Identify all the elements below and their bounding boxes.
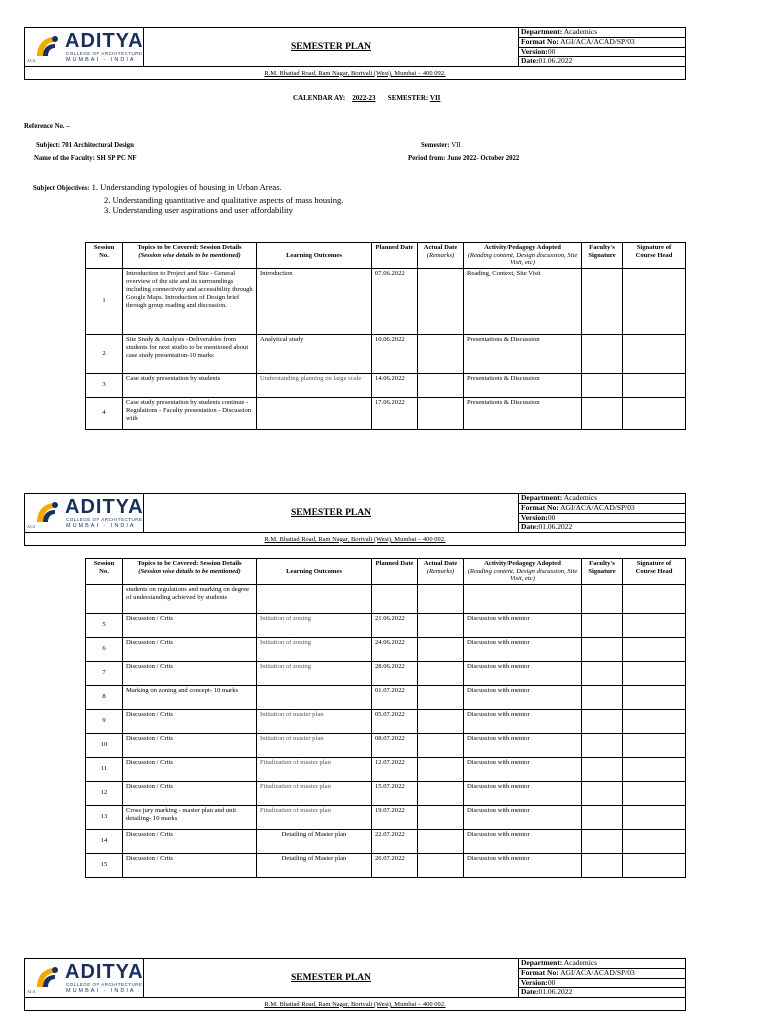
logo-name: ADITYA <box>65 961 144 983</box>
faculty-signature-cell <box>582 757 623 781</box>
subject-objectives: Subject Objectives: 1. Understanding typologies of housing in Urban Areas. 2. Understanding quantitative and qualitative aspects of mass housing. 3. Understanding user aspirations and user affordability <box>33 182 344 215</box>
format-cell: Format No: AGI/ACA/ACAD/SP/03 <box>519 503 686 513</box>
actual-date <box>418 781 464 805</box>
actual-date <box>418 757 464 781</box>
session-no: 7 <box>86 661 123 685</box>
actual-date <box>418 805 464 829</box>
table-row <box>86 757 686 781</box>
session-no: 14 <box>86 829 123 853</box>
activity-cell: Discussion with mentor <box>464 829 582 853</box>
table-row <box>86 733 686 757</box>
session-no: 15 <box>86 853 123 877</box>
head-signature-cell <box>623 637 686 661</box>
outcome-cell: Initiation of master plan <box>257 733 372 757</box>
col-head-signature: Signature of Course Head <box>623 243 686 269</box>
logo-city: MUMBAI - INDIA <box>66 523 136 529</box>
activity-cell: Discussion with mentor <box>464 757 582 781</box>
topic-cell: Discussion / Crits <box>123 661 257 685</box>
semester-plan-table-2 <box>85 558 685 878</box>
head-signature-cell <box>623 685 686 709</box>
subject-line: Subject: 701 Architectural Design <box>36 142 134 149</box>
activity-cell: Discussion with mentor <box>464 781 582 805</box>
head-signature-cell <box>623 853 686 877</box>
table-row <box>86 637 686 661</box>
activity-cell: Reading, Context, Site Visit <box>464 268 582 334</box>
logo-subtitle: COLLEGE OF ARCHITECTURE <box>66 51 143 56</box>
table-row <box>86 334 686 373</box>
session-no: 6 <box>86 637 123 661</box>
table-row <box>86 781 686 805</box>
table-row <box>86 685 686 709</box>
page-header <box>24 493 686 546</box>
aditya-logo-icon <box>33 498 61 526</box>
logo-name: ADITYA <box>65 496 144 518</box>
col-outcomes: Learning Outcomes <box>257 559 372 585</box>
planned-date: 28.06.2022 <box>372 661 418 685</box>
outcome-cell: Introduction <box>257 268 372 334</box>
planned-date: 26.07.2022 <box>372 853 418 877</box>
planned-date: 12.07.2022 <box>372 757 418 781</box>
head-signature-cell <box>623 829 686 853</box>
session-no: 12 <box>86 781 123 805</box>
actual-date <box>418 661 464 685</box>
head-signature-cell <box>623 805 686 829</box>
outcome-cell: Understanding planning on large scale <box>257 373 372 397</box>
col-session: Session No. <box>86 559 123 585</box>
faculty-signature-cell <box>582 805 623 829</box>
actual-date <box>418 853 464 877</box>
activity-cell <box>464 584 582 613</box>
page-header <box>24 27 686 80</box>
faculty-signature-cell <box>582 373 623 397</box>
page-title: SEMESTER PLAN <box>144 494 519 533</box>
department-cell: Department: Academics <box>519 28 686 38</box>
head-signature-cell <box>623 373 686 397</box>
topic-cell: Discussion / Crits <box>123 829 257 853</box>
address: R.M. Bhattad Road, Ram Nagar, Borivali (West), Mumbai – 400 092. <box>25 998 686 1011</box>
page-title: SEMESTER PLAN <box>144 28 519 67</box>
topic-cell: Discussion / Crits <box>123 637 257 661</box>
outcome-cell: Initiation of master plan <box>257 709 372 733</box>
planned-date: 01.07.2022 <box>372 685 418 709</box>
faculty-signature-cell <box>582 853 623 877</box>
college-logo <box>25 959 144 998</box>
session-no <box>86 584 123 613</box>
session-no: 11 <box>86 757 123 781</box>
actual-date <box>418 373 464 397</box>
version-cell: Version:00 <box>519 47 686 57</box>
topic-cell: Discussion / Crits <box>123 757 257 781</box>
outcome-cell: Finalization of master plan <box>257 805 372 829</box>
college-logo <box>25 494 144 533</box>
calendar-line: CALENDAR AY: 2022-23 SEMESTER: VII <box>293 94 441 102</box>
actual-date <box>418 584 464 613</box>
activity-cell: Discussion with mentor <box>464 661 582 685</box>
col-session: Session No. <box>86 243 123 269</box>
head-signature-cell <box>623 613 686 637</box>
table-row <box>86 268 686 334</box>
session-no: 3 <box>86 373 123 397</box>
outcome-cell: Detailing of Master plan <box>257 853 372 877</box>
session-no: 9 <box>86 709 123 733</box>
activity-cell: Discussion with mentor <box>464 637 582 661</box>
faculty-signature-cell <box>582 397 623 429</box>
head-signature-cell <box>623 397 686 429</box>
planned-date: 19.07.2022 <box>372 805 418 829</box>
faculty-signature-cell <box>582 709 623 733</box>
outcome-cell: Initiation of zoning <box>257 661 372 685</box>
version-cell: Version:00 <box>519 978 686 988</box>
planned-date: 24.06.2022 <box>372 637 418 661</box>
faculty-signature-cell <box>582 733 623 757</box>
format-cell: Format No: AGI/ACA/ACAD/SP/03 <box>519 968 686 978</box>
outcome-cell <box>257 584 372 613</box>
col-actual: Actual Date (Remarks) <box>418 559 464 585</box>
date-cell: Date:01.06.2022 <box>519 57 686 67</box>
table-row <box>86 661 686 685</box>
topic-cell: Case study presentation by students continue - Regulations - Faculty presentation - Discussion with <box>123 397 257 429</box>
actual-date <box>418 685 464 709</box>
col-activity: Activity/Pedagogy Adopted (Reading content, Design discussion, Site Visit, etc) <box>464 559 582 585</box>
topic-cell: Discussion / Crits <box>123 733 257 757</box>
table-row <box>86 397 686 429</box>
actual-date <box>418 397 464 429</box>
session-no: 13 <box>86 805 123 829</box>
actual-date <box>418 637 464 661</box>
topic-cell: Discussion / Crits <box>123 613 257 637</box>
activity-cell: Discussion with mentor <box>464 733 582 757</box>
logo-aca: ACA <box>27 58 36 63</box>
semester-field: Semester: VII <box>421 142 461 149</box>
faculty-signature-cell <box>582 685 623 709</box>
outcome-cell: Initiation of zoning <box>257 613 372 637</box>
aditya-logo-icon <box>33 963 61 991</box>
activity-cell: Presentations & Discussion <box>464 334 582 373</box>
faculty-signature-cell <box>582 829 623 853</box>
col-actual: Actual Date (Remarks) <box>418 243 464 269</box>
version-cell: Version:00 <box>519 513 686 523</box>
logo-city: MUMBAI - INDIA <box>66 57 136 63</box>
head-signature-cell <box>623 733 686 757</box>
outcome-cell: Analytical study <box>257 334 372 373</box>
department-cell: Department: Academics <box>519 959 686 969</box>
actual-date <box>418 268 464 334</box>
head-signature-cell <box>623 757 686 781</box>
topic-cell: Discussion / Crits <box>123 781 257 805</box>
session-no: 1 <box>86 268 123 334</box>
semester-plan-table-1 <box>85 242 685 430</box>
logo-aca: ACA <box>27 989 36 994</box>
head-signature-cell <box>623 661 686 685</box>
topic-cell: Case study presentation by students <box>123 373 257 397</box>
topic-cell: Introduction to Project and Site - General overview of the site and its surroundings including connectivity and accessibility through Google Maps. Introduction of Design brief through group reading and discussion. <box>123 268 257 334</box>
activity-cell: Discussion with mentor <box>464 853 582 877</box>
table-row <box>86 805 686 829</box>
department-cell: Department: Academics <box>519 494 686 504</box>
outcome-cell: Finalization of master plan <box>257 757 372 781</box>
head-signature-cell <box>623 268 686 334</box>
faculty-signature-cell <box>582 637 623 661</box>
col-head-signature: Signature of Course Head <box>623 559 686 585</box>
col-faculty-signature: Faculty's Signature <box>582 243 623 269</box>
activity-cell: Presentations & Discussion <box>464 373 582 397</box>
planned-date: 10.06.2022 <box>372 334 418 373</box>
planned-date: 22.07.2022 <box>372 829 418 853</box>
date-cell: Date:01.06.2022 <box>519 988 686 998</box>
session-no: 4 <box>86 397 123 429</box>
table-row <box>86 373 686 397</box>
address: R.M. Bhattad Road, Ram Nagar, Borivali (West), Mumbai – 400 092. <box>25 533 686 546</box>
page-title: SEMESTER PLAN <box>144 959 519 998</box>
table-row <box>86 613 686 637</box>
faculty-line: Name of the Faculty: SH SP PC NF <box>34 155 137 162</box>
table-row <box>86 584 686 613</box>
activity-cell: Discussion with mentor <box>464 613 582 637</box>
page-header <box>24 958 686 1011</box>
table-row <box>86 829 686 853</box>
logo-aca: ACA <box>27 524 36 529</box>
session-no: 5 <box>86 613 123 637</box>
head-signature-cell <box>623 709 686 733</box>
logo-name: ADITYA <box>65 30 144 52</box>
outcome-cell: Detailing of Master plan <box>257 829 372 853</box>
address: R.M. Bhattad Road, Ram Nagar, Borivali (West), Mumbai – 400 092. <box>25 67 686 80</box>
faculty-signature-cell <box>582 584 623 613</box>
col-planned: Planned Date <box>372 243 418 269</box>
outcome-cell: Finalization of master plan <box>257 781 372 805</box>
activity-cell: Discussion with mentor <box>464 685 582 709</box>
outcome-cell <box>257 685 372 709</box>
planned-date <box>372 584 418 613</box>
outcome-cell: Initiation of zoning <box>257 637 372 661</box>
logo-city: MUMBAI - INDIA <box>66 988 136 994</box>
col-activity: Activity/Pedagogy Adopted (Reading content, Design discussion, Site Visit, etc) <box>464 243 582 269</box>
head-signature-cell <box>623 781 686 805</box>
col-outcomes: Learning Outcomes <box>257 243 372 269</box>
topic-cell: Discussion / Crits <box>123 709 257 733</box>
actual-date <box>418 829 464 853</box>
logo-subtitle: COLLEGE OF ARCHITECTURE <box>66 982 143 987</box>
faculty-signature-cell <box>582 334 623 373</box>
col-topics: Topics to be Covered: Session Details (Session wise details to be mentioned) <box>123 243 257 269</box>
faculty-signature-cell <box>582 613 623 637</box>
outcome-cell <box>257 397 372 429</box>
date-cell: Date:01.06.2022 <box>519 523 686 533</box>
col-topics: Topics to be Covered: Session Details (Session wise details to be mentioned) <box>123 559 257 585</box>
actual-date <box>418 334 464 373</box>
head-signature-cell <box>623 334 686 373</box>
college-logo <box>25 28 144 67</box>
col-planned: Planned Date <box>372 559 418 585</box>
session-no: 10 <box>86 733 123 757</box>
topic-cell: Site Study & Analysis -Deliverables from students for next studio to be mentioned about case study presentation-10 marks <box>123 334 257 373</box>
planned-date: 07.06.2022 <box>372 268 418 334</box>
activity-cell: Presentations & Discussion <box>464 397 582 429</box>
actual-date <box>418 733 464 757</box>
session-no: 8 <box>86 685 123 709</box>
col-faculty-signature: Faculty's Signature <box>582 559 623 585</box>
logo-subtitle: COLLEGE OF ARCHITECTURE <box>66 517 143 522</box>
planned-date: 15.07.2022 <box>372 781 418 805</box>
actual-date <box>418 613 464 637</box>
topic-cell: Marking on zoning and concept- 10 marks <box>123 685 257 709</box>
planned-date: 14.06.2022 <box>372 373 418 397</box>
aditya-logo-icon <box>33 32 61 60</box>
topic-cell: Cross jury marking - master plan and unit detailing- 10 marks <box>123 805 257 829</box>
actual-date <box>418 709 464 733</box>
format-cell: Format No: AGI/ACA/ACAD/SP/03 <box>519 37 686 47</box>
faculty-signature-cell <box>582 661 623 685</box>
topic-cell: students on regulations and marking on degree of understanding achieved by students <box>123 584 257 613</box>
session-no: 2 <box>86 334 123 373</box>
period-line: Period from: June 2022- October 2022 <box>408 155 520 162</box>
planned-date: 21.06.2022 <box>372 613 418 637</box>
faculty-signature-cell <box>582 268 623 334</box>
planned-date: 17.06.2022 <box>372 397 418 429</box>
topic-cell: Discussion / Crits <box>123 853 257 877</box>
faculty-signature-cell <box>582 781 623 805</box>
reference-no: Reference No. – <box>24 123 70 130</box>
activity-cell: Discussion with mentor <box>464 805 582 829</box>
planned-date: 08.07.2022 <box>372 733 418 757</box>
planned-date: 05.07.2022 <box>372 709 418 733</box>
table-row <box>86 709 686 733</box>
activity-cell: Discussion with mentor <box>464 709 582 733</box>
head-signature-cell <box>623 584 686 613</box>
table-row <box>86 853 686 877</box>
